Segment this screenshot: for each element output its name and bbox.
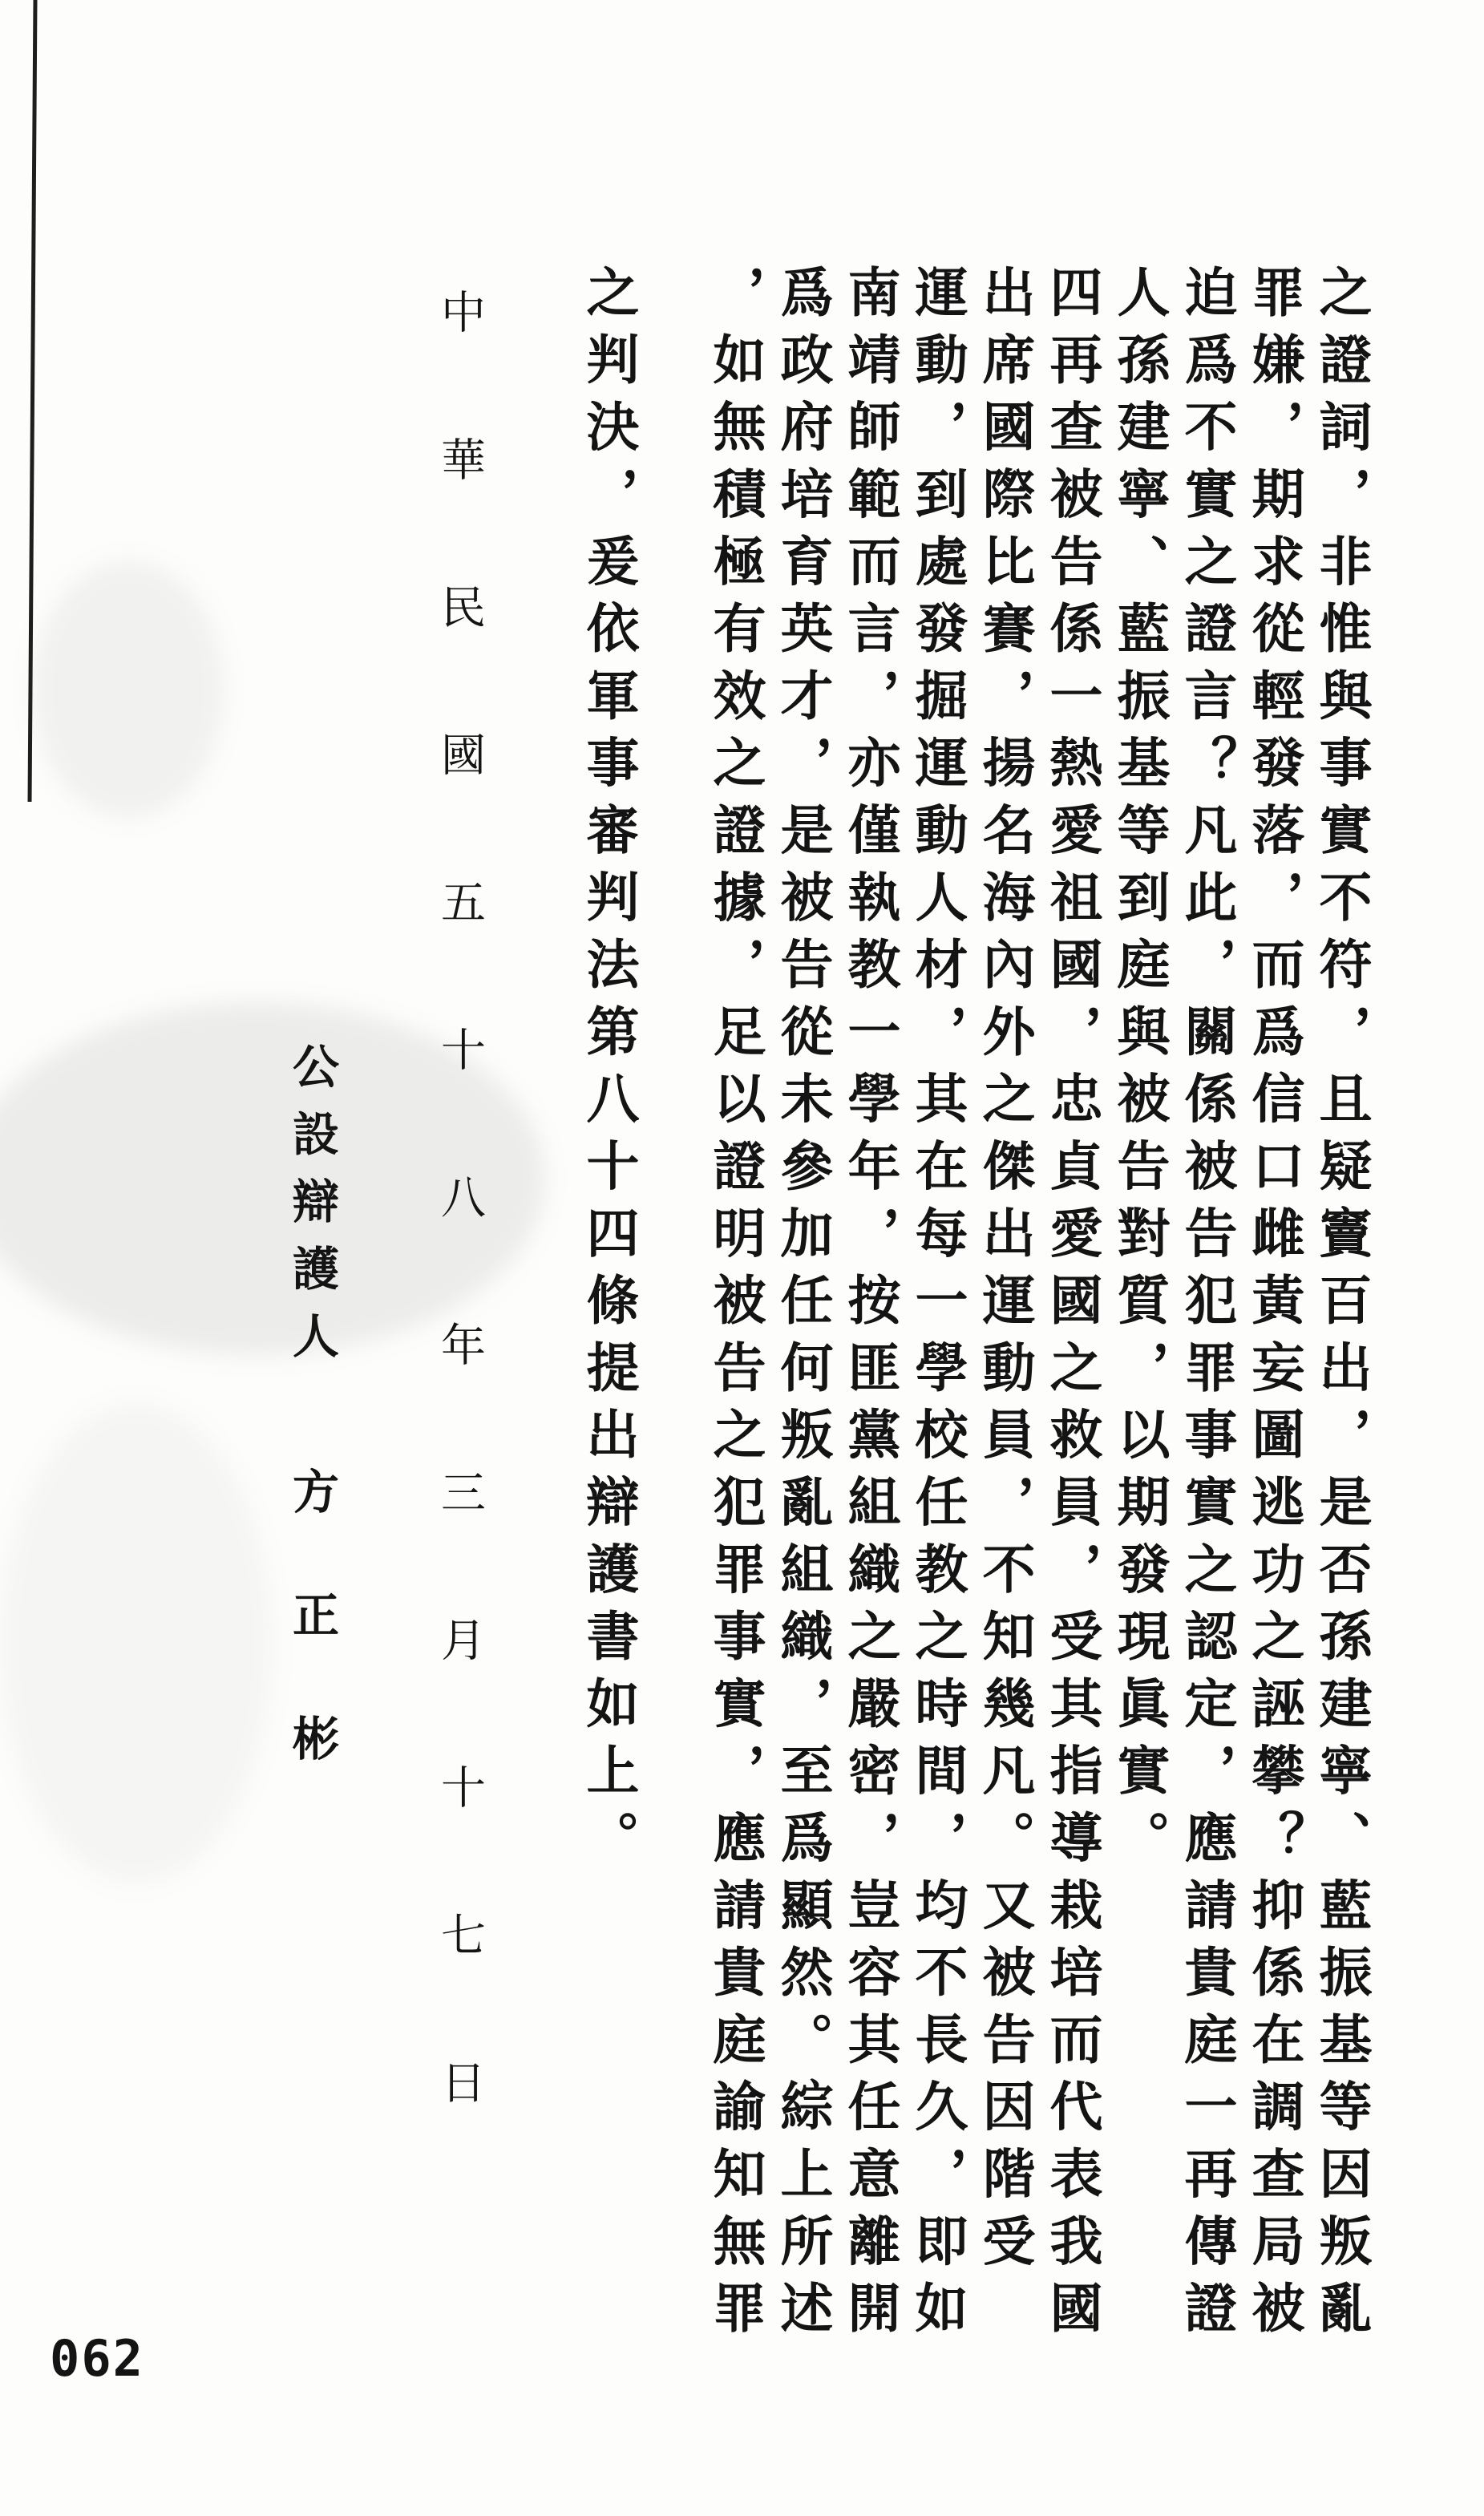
text-column-2: 罪嫌，期求從輕發落，而爲信口雌黃妄圖逃功之誣攀？抑係在調查局被 [1243, 265, 1305, 2348]
signature-name: 方正彬 [285, 1467, 339, 1838]
text-column-1: 之證詞，非惟與事實不符，且疑竇百出，是否孫建寧、藍振基等因叛亂 [1310, 265, 1373, 2348]
text-column-4: 人孫建寧、藍振基等到庭與被告對質，以期發現眞實。 [1108, 265, 1171, 1878]
text-column-7: 運動，到處發掘運動人材，其在每一學校任教之時間，均不長久，即如 [906, 265, 968, 2348]
text-column-6: 出席國際比賽，揚名海內外之傑出運動員，不知幾凡。又被告因階受 [973, 265, 1036, 2280]
text-column-11: 之判決，爰依軍事審判法第八十四條提出辯護書如上。 [577, 265, 640, 1878]
text-column-5: 四再查被告係一熱愛祖國，忠貞愛國之救員，受其指導栽培而代表我國 [1041, 265, 1103, 2348]
page-number: 062 [50, 2329, 144, 2388]
scan-noise-patch [32, 561, 224, 818]
text-column-8: 南靖師範而言，亦僅執教一學年，按匪黨組織之嚴密，豈容其任意離開 [839, 265, 901, 2348]
signature-block [285, 1042, 339, 1838]
text-column-3: 迫爲不實之證言？凡此，關係被告犯罪事實之認定，應請貴庭一再傳證 [1175, 265, 1238, 2348]
text-column-10: ，如無積極有效之證據，足以證明被告之犯罪事實，應請貴庭諭知無罪 [704, 265, 766, 2348]
scan-noise-patch [0, 1403, 273, 1884]
text-column-9: 爲政府培育英才，是被告從未參加任何叛亂組織，至爲顯然。綜上所述 [771, 265, 834, 2348]
signature-role: 公設辯護人 [285, 1042, 339, 1379]
date-line: 中華民國五十八年三月十七日 [434, 289, 486, 2207]
